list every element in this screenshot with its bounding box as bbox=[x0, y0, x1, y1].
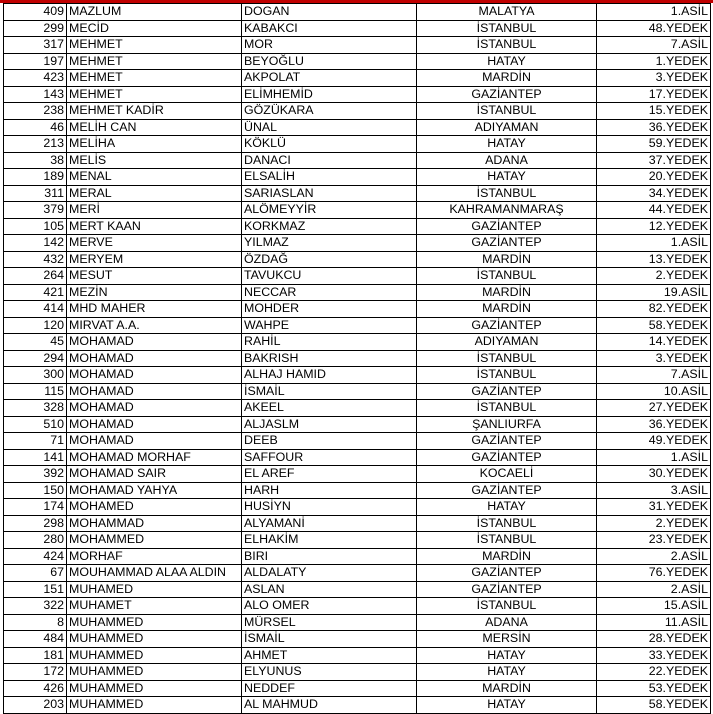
cell-city: İSTANBUL bbox=[417, 400, 597, 417]
cell-rank: 76.YEDEK bbox=[597, 565, 711, 582]
cell-city: MERSİN bbox=[417, 631, 597, 648]
table-row bbox=[4, 631, 711, 648]
cell-number: 172 bbox=[4, 664, 67, 681]
cell-city: HATAY bbox=[417, 499, 597, 516]
cell-city: MARDİN bbox=[417, 251, 597, 268]
cell-city: HATAY bbox=[417, 647, 597, 664]
table-row bbox=[4, 37, 711, 54]
table-row bbox=[4, 169, 711, 186]
table-row bbox=[4, 284, 711, 301]
cell-last-name: EL AREF bbox=[242, 466, 417, 483]
cell-first-name: MELİHA bbox=[67, 136, 242, 153]
cell-last-name: NEDDEF bbox=[242, 680, 417, 697]
cell-last-name: DOGAN bbox=[242, 4, 417, 21]
cell-number: 426 bbox=[4, 680, 67, 697]
table-row bbox=[4, 664, 711, 681]
candidate-table bbox=[3, 3, 711, 714]
table-row bbox=[4, 466, 711, 483]
cell-last-name: KÖKLÜ bbox=[242, 136, 417, 153]
cell-city: GAZİANTEP bbox=[417, 581, 597, 598]
cell-rank: 11.ASİL bbox=[597, 614, 711, 631]
cell-rank: 7.ASİL bbox=[597, 37, 711, 54]
cell-last-name: YILMAZ bbox=[242, 235, 417, 252]
cell-city: MARDİN bbox=[417, 680, 597, 697]
cell-first-name: MOHAMAD bbox=[67, 367, 242, 384]
cell-number: 213 bbox=[4, 136, 67, 153]
table-row bbox=[4, 86, 711, 103]
cell-city: KAHRAMANMARAŞ bbox=[417, 202, 597, 219]
cell-first-name: MERAL bbox=[67, 185, 242, 202]
cell-city: GAZİANTEP bbox=[417, 482, 597, 499]
cell-last-name: MÜRSEL bbox=[242, 614, 417, 631]
cell-number: 105 bbox=[4, 218, 67, 235]
table-row bbox=[4, 202, 711, 219]
cell-number: 181 bbox=[4, 647, 67, 664]
cell-first-name: MUHAMMED bbox=[67, 680, 242, 697]
cell-first-name: MOHAMAD SAIR bbox=[67, 466, 242, 483]
cell-last-name: DEEB bbox=[242, 433, 417, 450]
cell-city: İSTANBUL bbox=[417, 185, 597, 202]
cell-first-name: MUHAMMED bbox=[67, 614, 242, 631]
cell-first-name: MOHAMAD MORHAF bbox=[67, 449, 242, 466]
cell-number: 484 bbox=[4, 631, 67, 648]
cell-first-name: MOHAMAD bbox=[67, 334, 242, 351]
cell-last-name: ELİMHEMİD bbox=[242, 86, 417, 103]
cell-first-name: MEHMET bbox=[67, 53, 242, 70]
cell-last-name: ELYUNUS bbox=[242, 664, 417, 681]
cell-number: 143 bbox=[4, 86, 67, 103]
cell-rank: 37.YEDEK bbox=[597, 152, 711, 169]
cell-first-name: MOHAMMED bbox=[67, 532, 242, 549]
table-row bbox=[4, 20, 711, 37]
cell-number: 298 bbox=[4, 515, 67, 532]
cell-rank: 10.ASİL bbox=[597, 383, 711, 400]
cell-last-name: ALJASLM bbox=[242, 416, 417, 433]
cell-first-name: MELİS bbox=[67, 152, 242, 169]
cell-first-name: MOUHAMMAD ALAA ALDIN bbox=[67, 565, 242, 582]
cell-city: İSTANBUL bbox=[417, 367, 597, 384]
cell-rank: 14.YEDEK bbox=[597, 334, 711, 351]
cell-rank: 1.YEDEK bbox=[597, 53, 711, 70]
cell-first-name: MENAL bbox=[67, 169, 242, 186]
cell-rank: 2.YEDEK bbox=[597, 515, 711, 532]
cell-first-name: MERT KAAN bbox=[67, 218, 242, 235]
cell-city: İSTANBUL bbox=[417, 37, 597, 54]
table-row bbox=[4, 251, 711, 268]
cell-first-name: MUHAMED bbox=[67, 581, 242, 598]
cell-number: 71 bbox=[4, 433, 67, 450]
cell-number: 46 bbox=[4, 119, 67, 136]
cell-rank: 36.YEDEK bbox=[597, 119, 711, 136]
cell-number: 238 bbox=[4, 103, 67, 120]
cell-last-name: RAHİL bbox=[242, 334, 417, 351]
cell-first-name: MECİD bbox=[67, 20, 242, 37]
cell-city: HATAY bbox=[417, 664, 597, 681]
cell-number: 67 bbox=[4, 565, 67, 582]
table-row bbox=[4, 697, 711, 714]
cell-number: 317 bbox=[4, 37, 67, 54]
cell-first-name: MEHMET bbox=[67, 70, 242, 87]
table-row bbox=[4, 433, 711, 450]
cell-last-name: ELHAKİM bbox=[242, 532, 417, 549]
table-row bbox=[4, 532, 711, 549]
cell-rank: 58.YEDEK bbox=[597, 697, 711, 714]
table-row bbox=[4, 614, 711, 631]
cell-rank: 1.ASİL bbox=[597, 449, 711, 466]
cell-last-name: ÜNAL bbox=[242, 119, 417, 136]
cell-first-name: MERYEM bbox=[67, 251, 242, 268]
cell-number: 115 bbox=[4, 383, 67, 400]
cell-rank: 22.YEDEK bbox=[597, 664, 711, 681]
cell-first-name: MOHAMAD bbox=[67, 416, 242, 433]
cell-last-name: ELSALİH bbox=[242, 169, 417, 186]
cell-rank: 36.YEDEK bbox=[597, 416, 711, 433]
cell-rank: 31.YEDEK bbox=[597, 499, 711, 516]
cell-first-name: MERVE bbox=[67, 235, 242, 252]
cell-first-name: MUHAMMED bbox=[67, 697, 242, 714]
cell-city: HATAY bbox=[417, 697, 597, 714]
cell-last-name: BAKRISH bbox=[242, 350, 417, 367]
cell-rank: 44.YEDEK bbox=[597, 202, 711, 219]
table-row bbox=[4, 581, 711, 598]
cell-rank: 19.ASİL bbox=[597, 284, 711, 301]
cell-last-name: AKPOLAT bbox=[242, 70, 417, 87]
cell-last-name: ALDALATY bbox=[242, 565, 417, 582]
cell-city: İSTANBUL bbox=[417, 598, 597, 615]
table-row bbox=[4, 218, 711, 235]
cell-last-name: SAFFOUR bbox=[242, 449, 417, 466]
table-row bbox=[4, 334, 711, 351]
cell-last-name: DANACI bbox=[242, 152, 417, 169]
cell-number: 421 bbox=[4, 284, 67, 301]
table-row bbox=[4, 515, 711, 532]
cell-rank: 12.YEDEK bbox=[597, 218, 711, 235]
table-row bbox=[4, 350, 711, 367]
table-row bbox=[4, 680, 711, 697]
cell-last-name: BEYOĞLU bbox=[242, 53, 417, 70]
table-row bbox=[4, 268, 711, 285]
cell-city: İSTANBUL bbox=[417, 103, 597, 120]
cell-city: GAZİANTEP bbox=[417, 86, 597, 103]
cell-city: GAZİANTEP bbox=[417, 317, 597, 334]
cell-rank: 58.YEDEK bbox=[597, 317, 711, 334]
cell-number: 379 bbox=[4, 202, 67, 219]
cell-number: 300 bbox=[4, 367, 67, 384]
cell-rank: 7.ASİL bbox=[597, 367, 711, 384]
table-row bbox=[4, 449, 711, 466]
table-row bbox=[4, 4, 711, 21]
cell-first-name: MUHAMMED bbox=[67, 647, 242, 664]
cell-last-name: WAHPE bbox=[242, 317, 417, 334]
table-row bbox=[4, 367, 711, 384]
cell-first-name: MEZİN bbox=[67, 284, 242, 301]
cell-number: 142 bbox=[4, 235, 67, 252]
cell-first-name: MELİH CAN bbox=[67, 119, 242, 136]
cell-city: İSTANBUL bbox=[417, 532, 597, 549]
table-row bbox=[4, 301, 711, 318]
cell-city: MARDİN bbox=[417, 284, 597, 301]
cell-city: GAZİANTEP bbox=[417, 383, 597, 400]
cell-number: 120 bbox=[4, 317, 67, 334]
cell-city: İSTANBUL bbox=[417, 350, 597, 367]
cell-rank: 2.ASİL bbox=[597, 581, 711, 598]
cell-city: İSTANBUL bbox=[417, 515, 597, 532]
cell-rank: 3.YEDEK bbox=[597, 350, 711, 367]
cell-first-name: MEHMET bbox=[67, 86, 242, 103]
cell-first-name: MIRVAT A.A. bbox=[67, 317, 242, 334]
cell-first-name: MOHAMAD bbox=[67, 433, 242, 450]
table-row bbox=[4, 416, 711, 433]
cell-rank: 20.YEDEK bbox=[597, 169, 711, 186]
cell-number: 45 bbox=[4, 334, 67, 351]
table-row bbox=[4, 103, 711, 120]
cell-first-name: MESUT bbox=[67, 268, 242, 285]
cell-rank: 2.YEDEK bbox=[597, 268, 711, 285]
cell-rank: 2.ASİL bbox=[597, 548, 711, 565]
table-row bbox=[4, 482, 711, 499]
cell-city: GAZİANTEP bbox=[417, 218, 597, 235]
cell-rank: 34.YEDEK bbox=[597, 185, 711, 202]
cell-number: 280 bbox=[4, 532, 67, 549]
cell-number: 432 bbox=[4, 251, 67, 268]
cell-last-name: HUSİYN bbox=[242, 499, 417, 516]
cell-number: 311 bbox=[4, 185, 67, 202]
cell-city: MARDİN bbox=[417, 301, 597, 318]
cell-number: 151 bbox=[4, 581, 67, 598]
cell-rank: 59.YEDEK bbox=[597, 136, 711, 153]
cell-last-name: MOHDER bbox=[242, 301, 417, 318]
cell-number: 197 bbox=[4, 53, 67, 70]
cell-first-name: MOHAMMAD bbox=[67, 515, 242, 532]
cell-first-name: MUHAMET bbox=[67, 598, 242, 615]
cell-first-name: MOHAMAD bbox=[67, 400, 242, 417]
cell-last-name: HARH bbox=[242, 482, 417, 499]
cell-city: HATAY bbox=[417, 136, 597, 153]
cell-number: 423 bbox=[4, 70, 67, 87]
cell-rank: 15.ASİL bbox=[597, 598, 711, 615]
cell-last-name: ALYAMANİ bbox=[242, 515, 417, 532]
cell-city: HATAY bbox=[417, 169, 597, 186]
cell-first-name: MUHAMMED bbox=[67, 664, 242, 681]
cell-number: 174 bbox=[4, 499, 67, 516]
cell-last-name: BIRI bbox=[242, 548, 417, 565]
table-row bbox=[4, 548, 711, 565]
cell-number: 189 bbox=[4, 169, 67, 186]
cell-city: ADIYAMAN bbox=[417, 119, 597, 136]
cell-city: KOCAELİ bbox=[417, 466, 597, 483]
cell-first-name: MORHAF bbox=[67, 548, 242, 565]
cell-last-name: TAVUKCU bbox=[242, 268, 417, 285]
cell-city: ŞANLIURFA bbox=[417, 416, 597, 433]
cell-rank: 82.YEDEK bbox=[597, 301, 711, 318]
cell-number: 414 bbox=[4, 301, 67, 318]
cell-last-name: KORKMAZ bbox=[242, 218, 417, 235]
cell-number: 392 bbox=[4, 466, 67, 483]
cell-rank: 27.YEDEK bbox=[597, 400, 711, 417]
cell-number: 322 bbox=[4, 598, 67, 615]
cell-last-name: ALHAJ HAMID bbox=[242, 367, 417, 384]
cell-number: 141 bbox=[4, 449, 67, 466]
cell-number: 510 bbox=[4, 416, 67, 433]
cell-first-name: MOHAMED bbox=[67, 499, 242, 516]
cell-city: HATAY bbox=[417, 53, 597, 70]
cell-city: ADANA bbox=[417, 614, 597, 631]
cell-city: GAZİANTEP bbox=[417, 433, 597, 450]
cell-city: MARDİN bbox=[417, 70, 597, 87]
cell-rank: 33.YEDEK bbox=[597, 647, 711, 664]
cell-last-name: ALO OMER bbox=[242, 598, 417, 615]
cell-number: 299 bbox=[4, 20, 67, 37]
table-row bbox=[4, 136, 711, 153]
cell-rank: 30.YEDEK bbox=[597, 466, 711, 483]
cell-last-name: AHMET bbox=[242, 647, 417, 664]
table-row bbox=[4, 152, 711, 169]
table-row bbox=[4, 565, 711, 582]
cell-rank: 28.YEDEK bbox=[597, 631, 711, 648]
cell-first-name: MOHAMAD bbox=[67, 350, 242, 367]
cell-last-name: GÖZÜKARA bbox=[242, 103, 417, 120]
table-row bbox=[4, 383, 711, 400]
cell-city: İSTANBUL bbox=[417, 20, 597, 37]
cell-rank: 1.ASİL bbox=[597, 4, 711, 21]
table-row bbox=[4, 317, 711, 334]
cell-rank: 48.YEDEK bbox=[597, 20, 711, 37]
cell-rank: 3.ASİL bbox=[597, 482, 711, 499]
cell-last-name: NECCAR bbox=[242, 284, 417, 301]
cell-last-name: ALÖMEYYİR bbox=[242, 202, 417, 219]
cell-last-name: ASLAN bbox=[242, 581, 417, 598]
cell-rank: 1.ASİL bbox=[597, 235, 711, 252]
cell-number: 409 bbox=[4, 4, 67, 21]
cell-first-name: MEHMET KADİR bbox=[67, 103, 242, 120]
cell-number: 150 bbox=[4, 482, 67, 499]
cell-number: 38 bbox=[4, 152, 67, 169]
table-row bbox=[4, 70, 711, 87]
table-row bbox=[4, 119, 711, 136]
cell-first-name: MAZLUM bbox=[67, 4, 242, 21]
cell-first-name: MUHAMMED bbox=[67, 631, 242, 648]
cell-last-name: KABAKCI bbox=[242, 20, 417, 37]
table-row bbox=[4, 598, 711, 615]
cell-rank: 53.YEDEK bbox=[597, 680, 711, 697]
cell-last-name: MOR bbox=[242, 37, 417, 54]
cell-number: 424 bbox=[4, 548, 67, 565]
table-row bbox=[4, 185, 711, 202]
cell-city: GAZİANTEP bbox=[417, 235, 597, 252]
table-row bbox=[4, 499, 711, 516]
table-body bbox=[4, 4, 711, 714]
cell-last-name: SARIASLAN bbox=[242, 185, 417, 202]
cell-last-name: AL MAHMUD bbox=[242, 697, 417, 714]
cell-city: ADANA bbox=[417, 152, 597, 169]
cell-rank: 3.YEDEK bbox=[597, 70, 711, 87]
cell-number: 264 bbox=[4, 268, 67, 285]
cell-last-name: İSMAİL bbox=[242, 383, 417, 400]
cell-first-name: MEHMET bbox=[67, 37, 242, 54]
cell-rank: 13.YEDEK bbox=[597, 251, 711, 268]
cell-first-name: MOHAMAD YAHYA bbox=[67, 482, 242, 499]
cell-rank: 23.YEDEK bbox=[597, 532, 711, 549]
cell-city: GAZİANTEP bbox=[417, 449, 597, 466]
cell-number: 294 bbox=[4, 350, 67, 367]
table-row bbox=[4, 235, 711, 252]
cell-last-name: AKEEL bbox=[242, 400, 417, 417]
table-row bbox=[4, 400, 711, 417]
cell-rank: 49.YEDEK bbox=[597, 433, 711, 450]
cell-rank: 17.YEDEK bbox=[597, 86, 711, 103]
cell-first-name: MHD MAHER bbox=[67, 301, 242, 318]
table-row bbox=[4, 647, 711, 664]
cell-number: 203 bbox=[4, 697, 67, 714]
cell-last-name: ÖZDAĞ bbox=[242, 251, 417, 268]
cell-city: MALATYA bbox=[417, 4, 597, 21]
cell-last-name: İSMAİL bbox=[242, 631, 417, 648]
cell-number: 328 bbox=[4, 400, 67, 417]
cell-city: ADIYAMAN bbox=[417, 334, 597, 351]
cell-city: İSTANBUL bbox=[417, 268, 597, 285]
cell-number: 8 bbox=[4, 614, 67, 631]
table-row bbox=[4, 53, 711, 70]
cell-first-name: MOHAMAD bbox=[67, 383, 242, 400]
cell-rank: 15.YEDEK bbox=[597, 103, 711, 120]
cell-city: MARDİN bbox=[417, 548, 597, 565]
cell-city: GAZİANTEP bbox=[417, 565, 597, 582]
cell-first-name: MERİ bbox=[67, 202, 242, 219]
